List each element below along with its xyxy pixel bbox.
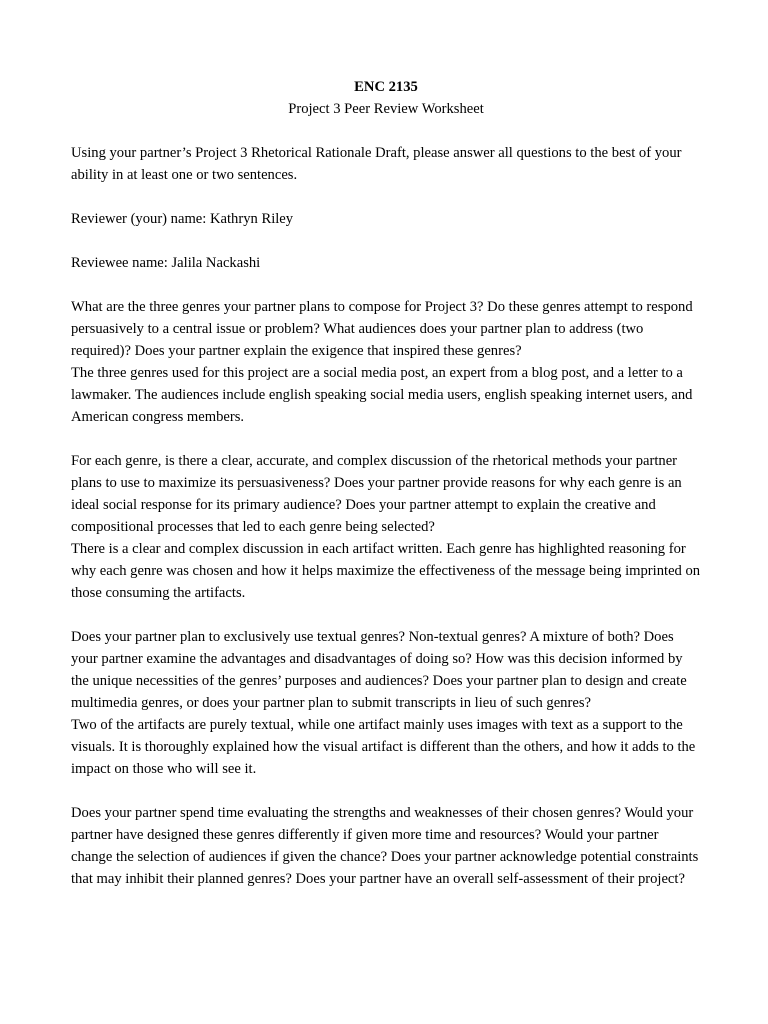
answer-2: There is a clear and complex discussion in each artifact written. Each genre has highlighted reasoning for why each genre was chosen and how it helps maximize the effectiveness of the message being imprinted on those consuming the artifacts. xyxy=(71,541,701,601)
question-2: For each genre, is there a clear, accurate, and complex discussion of the rhetorical methods your partner plans to use to maximize its persuasiveness? Does your partner provide reasons for why each genre is an ideal social response for its primary audience? Does your partner attempt to explain the creative and compositional processes that led to each genre being selected? xyxy=(71,453,682,535)
question-1: What are the three genres your partner plans to compose for Project 3? Do these genres attempt to respond persuasively to a central issue or problem? What audiences does your partner plan to address (two required)? Does your partner explain the exigence that inspired these genres? xyxy=(71,299,693,359)
spacer xyxy=(71,186,701,208)
spacer xyxy=(71,120,701,142)
answer-1: The three genres used for this project are a social media post, an expert from a blog post, and a letter to a lawmaker. The audiences include english speaking social media users, english speaking internet users, and American congress members. xyxy=(71,365,693,425)
spacer xyxy=(71,230,701,252)
worksheet-title: Project 3 Peer Review Worksheet xyxy=(288,101,484,117)
spacer xyxy=(71,604,701,626)
question-4: Does your partner spend time evaluating the strengths and weaknesses of their chosen genres? Would your partner have designed these genres differently if given more time and resources? Would your partner change the selection of audiences if given the chance? Does your partner acknowledge potential constraints that may inhibit their planned genres? Does your partner have an overall self-assessment of their project? xyxy=(71,805,699,887)
spacer xyxy=(71,428,701,450)
course-title: ENC 2135 xyxy=(354,79,418,95)
document-page xyxy=(71,76,701,890)
reviewer-name: Reviewer (your) name: Kathryn Riley xyxy=(71,211,294,227)
spacer xyxy=(71,274,701,296)
spacer xyxy=(71,780,701,802)
intro-text: Using your partner’s Project 3 Rhetorical Rationale Draft, please answer all questions to the best of your ability in at least one or two sentences. xyxy=(71,145,682,183)
question-3: Does your partner plan to exclusively use textual genres? Non-textual genres? A mixture of both? Does your partner examine the advantages and disadvantages of doing so? How was this decision informed by the unique necessities of the genres’ purposes and audiences? Does your partner plan to design and create multimedia genres, or does your partner plan to submit transcripts in lieu of such genres? xyxy=(71,629,687,711)
reviewee-name: Reviewee name: Jalila Nackashi xyxy=(71,255,261,271)
answer-3: Two of the artifacts are purely textual, while one artifact mainly uses images with text as a support to the visuals. It is thoroughly explained how the visual artifact is different than the others, and how it adds to the impact on those who will see it. xyxy=(71,717,696,777)
